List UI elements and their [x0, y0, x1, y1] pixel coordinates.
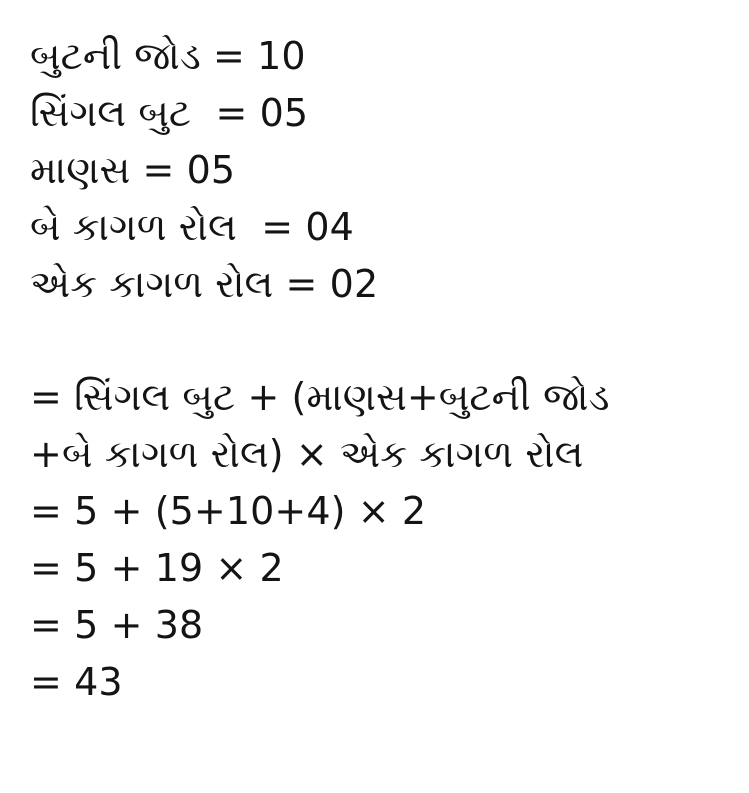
solution-line-2: +બે કાગળ રોલ) × એક કાગળ રોલ: [30, 432, 584, 476]
legend-line-1: બુટની જોડ = 10: [30, 34, 306, 78]
legend-line-4: બે કાગળ રોલ = 04: [30, 205, 354, 249]
solution-line-1: = સિંગલ બુટ + (માણસ+બુટની જોડ: [30, 375, 610, 419]
solution-block: [30, 369, 725, 711]
solution-line-3: = 5 + (5+10+4) × 2: [30, 489, 427, 533]
solution-line-6: = 43: [30, 660, 123, 704]
solution-line-5: = 5 + 38: [30, 603, 204, 647]
legend-line-2: સિંગલ બુટ = 05: [30, 91, 309, 135]
section-spacer: [30, 313, 725, 369]
legend-line-5: એક કાગળ રોલ = 02: [30, 262, 379, 306]
solution-line-4: = 5 + 19 × 2: [30, 546, 284, 590]
legend-line-3: માણસ = 05: [30, 148, 236, 192]
legend-block: [30, 28, 725, 313]
